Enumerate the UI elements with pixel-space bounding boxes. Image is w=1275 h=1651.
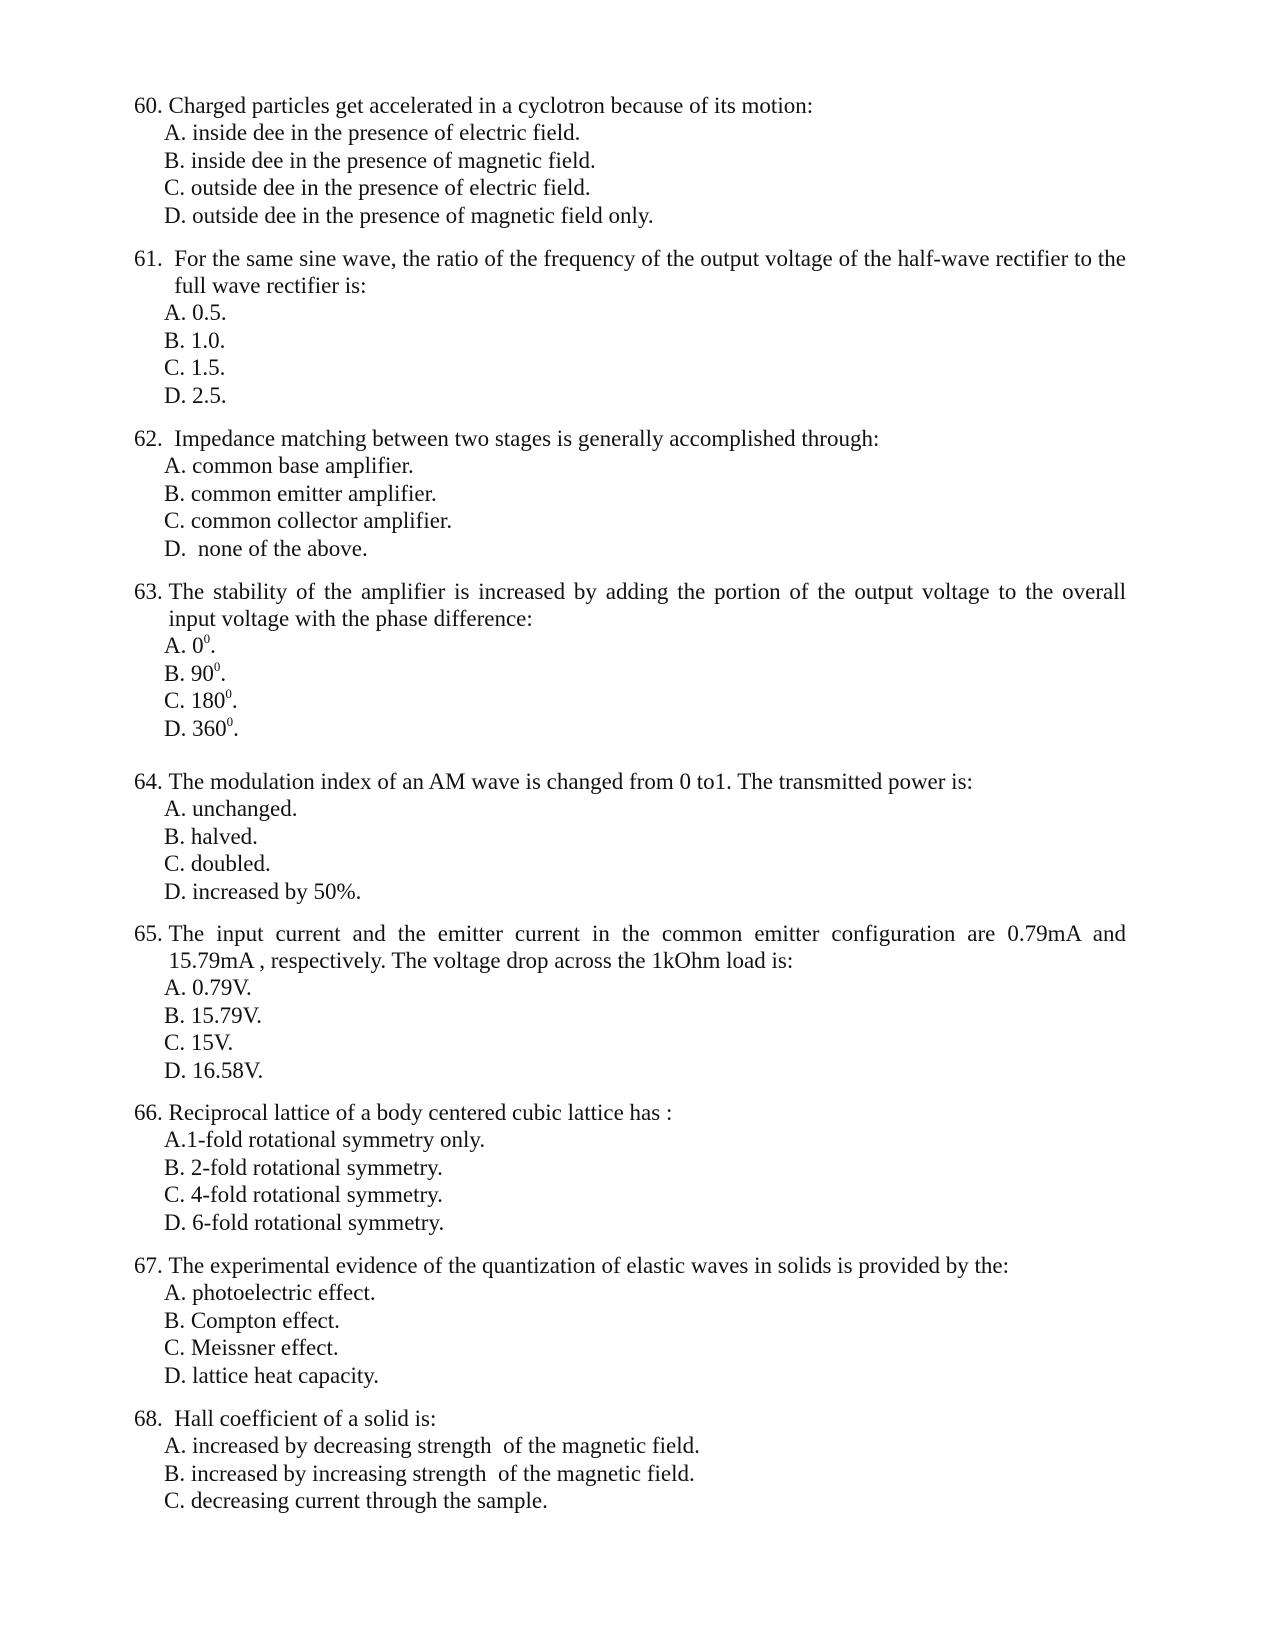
option-text: inside dee in the presence of magnetic field. — [190, 147, 596, 173]
option-label: A. — [164, 1280, 193, 1305]
question-text: Charged particles get accelerated in a cyclotron because of its motion: — [168, 93, 814, 118]
option-d — [164, 382, 1126, 410]
question-number: 64. — [134, 769, 169, 794]
option-label: C. — [164, 508, 191, 534]
option-label: D. — [164, 382, 193, 408]
option-text: 360 — [192, 715, 227, 741]
option-b — [164, 823, 1126, 851]
option-a — [164, 1126, 1126, 1154]
option-label: A. — [164, 796, 193, 821]
option-label: A. — [164, 1127, 187, 1152]
option-c — [164, 354, 1126, 382]
option-label: B. — [164, 480, 191, 506]
question-62 — [134, 425, 1126, 562]
question-68 — [134, 1405, 1126, 1515]
option-a — [164, 1432, 1126, 1460]
option-b — [164, 327, 1126, 355]
option-text: photoelectric effect. — [192, 1280, 376, 1305]
option-b — [164, 147, 1126, 175]
option-a — [164, 632, 1126, 660]
option-label: C. — [164, 688, 191, 714]
question-60 — [134, 92, 1126, 229]
question-number: 63. — [134, 579, 169, 604]
option-text-end: . — [220, 660, 227, 686]
option-text: 2.5. — [192, 382, 227, 408]
question-text: Impedance matching between two stages is generally accomplished through: — [174, 426, 880, 451]
question-text: The input current and the emitter current in the common emitter configuration are 0.79mA and 15.79mA , respectively. The voltage drop across the 1kOhm load is: — [168, 921, 1126, 973]
option-text-end: . — [231, 688, 238, 714]
question-number: 65. — [134, 921, 169, 946]
option-d — [164, 202, 1126, 230]
option-label: B. — [164, 823, 191, 849]
option-text: 2-fold rotational symmetry. — [190, 1154, 443, 1180]
question-67 — [134, 1252, 1126, 1389]
question-64 — [134, 768, 1126, 905]
option-d — [164, 1057, 1126, 1085]
option-text: inside dee in the presence of electric field. — [192, 120, 581, 145]
option-text: lattice heat capacity. — [192, 1362, 379, 1388]
option-c — [164, 1334, 1126, 1362]
option-label: D. — [164, 202, 193, 228]
option-label: A. — [164, 633, 193, 658]
option-text: 15.79V. — [190, 1002, 262, 1028]
option-label: B. — [164, 660, 191, 686]
superscript-degree: 0 — [225, 686, 232, 702]
option-text: common base amplifier. — [192, 453, 414, 478]
option-a — [164, 1279, 1126, 1307]
option-text: increased by 50%. — [192, 878, 362, 904]
option-text: 1.0. — [190, 327, 226, 353]
question-number: 61. — [134, 246, 175, 271]
question-stem — [134, 92, 1126, 119]
question-stem — [134, 425, 1126, 452]
option-text: 16.58V. — [192, 1057, 264, 1083]
option-text: common emitter amplifier. — [190, 480, 437, 506]
option-a — [164, 974, 1126, 1002]
option-text: 15V. — [190, 1030, 234, 1056]
option-label: B. — [164, 1154, 191, 1180]
option-text: doubled. — [190, 851, 271, 877]
option-b — [164, 660, 1126, 688]
superscript-degree: 0 — [203, 631, 211, 646]
option-text: 0.5. — [192, 300, 227, 325]
option-text: increased by decreasing strength of the magnetic field. — [192, 1433, 700, 1458]
option-text: 90 — [190, 660, 214, 686]
option-label: C. — [164, 355, 191, 381]
question-66 — [134, 1099, 1126, 1236]
option-text: 180 — [190, 688, 226, 714]
question-number: 67. — [134, 1253, 169, 1278]
option-c — [164, 1029, 1126, 1057]
option-label: C. — [164, 851, 191, 877]
question-text: The experimental evidence of the quantization of elastic waves in solids is provided by the: — [168, 1253, 1010, 1278]
option-text: 0 — [192, 633, 204, 658]
option-label: B. — [164, 327, 191, 353]
question-number: 66. — [134, 1100, 169, 1125]
option-label: C. — [164, 1182, 191, 1208]
option-label: C. — [164, 1335, 191, 1361]
option-label: D. — [164, 715, 193, 741]
option-c — [164, 1487, 1126, 1515]
option-label: A. — [164, 975, 193, 1000]
question-stem — [134, 768, 1126, 795]
option-label: C. — [164, 1030, 191, 1056]
question-text: Reciprocal lattice of a body centered cubic lattice has : — [168, 1100, 673, 1125]
question-stem — [134, 1405, 1126, 1432]
option-a — [164, 299, 1126, 327]
option-d — [164, 535, 1126, 563]
option-label: C. — [164, 175, 191, 201]
option-c — [164, 850, 1126, 878]
option-text: outside dee in the presence of electric field. — [190, 175, 591, 201]
option-text: common collector amplifier. — [190, 508, 453, 534]
option-b — [164, 1307, 1126, 1335]
option-c — [164, 174, 1126, 202]
question-stem — [134, 1099, 1126, 1126]
superscript-degree: 0 — [226, 713, 234, 729]
option-b — [164, 1460, 1126, 1488]
question-stem — [134, 245, 1126, 299]
question-stem — [134, 1252, 1126, 1279]
question-text: The stability of the amplifier is increased by adding the portion of the output voltage to the overall input voltage with the phase difference: — [168, 579, 1126, 631]
question-stem — [134, 920, 1126, 974]
option-text: unchanged. — [192, 796, 298, 821]
option-label: B. — [164, 1307, 191, 1333]
option-c — [164, 1181, 1126, 1209]
question-61 — [134, 245, 1126, 409]
option-b — [164, 480, 1126, 508]
option-label: D. — [164, 1209, 193, 1235]
option-c — [164, 687, 1126, 715]
option-text: Compton effect. — [190, 1307, 340, 1333]
option-a — [164, 119, 1126, 147]
option-label: A. — [164, 120, 193, 145]
option-label: D. — [164, 1362, 193, 1388]
question-number: 62. — [134, 426, 175, 451]
option-label: D. — [164, 1057, 193, 1083]
option-label: B. — [164, 1002, 191, 1028]
option-label: D. — [164, 535, 198, 561]
option-text-end: . — [233, 715, 239, 741]
option-label: A. — [164, 1433, 193, 1458]
option-text: increased by increasing strength of the magnetic field. — [190, 1460, 695, 1486]
option-label: D. — [164, 878, 193, 904]
option-text: 4-fold rotational symmetry. — [190, 1182, 443, 1208]
superscript-degree: 0 — [213, 658, 221, 674]
option-text: outside dee in the presence of magnetic field only. — [192, 202, 654, 228]
question-65 — [134, 920, 1126, 1084]
option-text: halved. — [190, 823, 258, 849]
option-a — [164, 795, 1126, 823]
option-label: B. — [164, 147, 191, 173]
question-stem — [134, 578, 1126, 632]
option-a — [164, 452, 1126, 480]
option-d — [164, 1362, 1126, 1390]
option-text-end: . — [210, 633, 216, 658]
option-text: none of the above. — [197, 535, 368, 561]
option-label: B. — [164, 1460, 191, 1486]
option-text: 0.79V. — [192, 975, 252, 1000]
option-d — [164, 1209, 1126, 1237]
option-text: 6-fold rotational symmetry. — [192, 1209, 445, 1235]
option-label: A. — [164, 453, 193, 478]
option-d — [164, 715, 1126, 743]
option-text: Meissner effect. — [190, 1335, 339, 1361]
option-text: 1.5. — [190, 355, 226, 381]
option-d — [164, 878, 1126, 906]
option-text: decreasing current through the sample. — [190, 1488, 548, 1514]
option-label: A. — [164, 300, 193, 325]
question-number: 68. — [134, 1406, 175, 1431]
option-text: 1-fold rotational symmetry only. — [186, 1127, 486, 1152]
option-b — [164, 1002, 1126, 1030]
option-b — [164, 1154, 1126, 1182]
question-text: The modulation index of an AM wave is changed from 0 to1. The transmitted power is: — [168, 769, 973, 794]
question-number: 60. — [134, 93, 169, 118]
option-c — [164, 507, 1126, 535]
question-text: For the same sine wave, the ratio of the frequency of the output voltage of the half-wave rectifier to the full wave rectifier is: — [174, 246, 1126, 298]
question-63 — [134, 578, 1126, 742]
question-text: Hall coefficient of a solid is: — [174, 1406, 437, 1431]
option-label: C. — [164, 1488, 191, 1514]
